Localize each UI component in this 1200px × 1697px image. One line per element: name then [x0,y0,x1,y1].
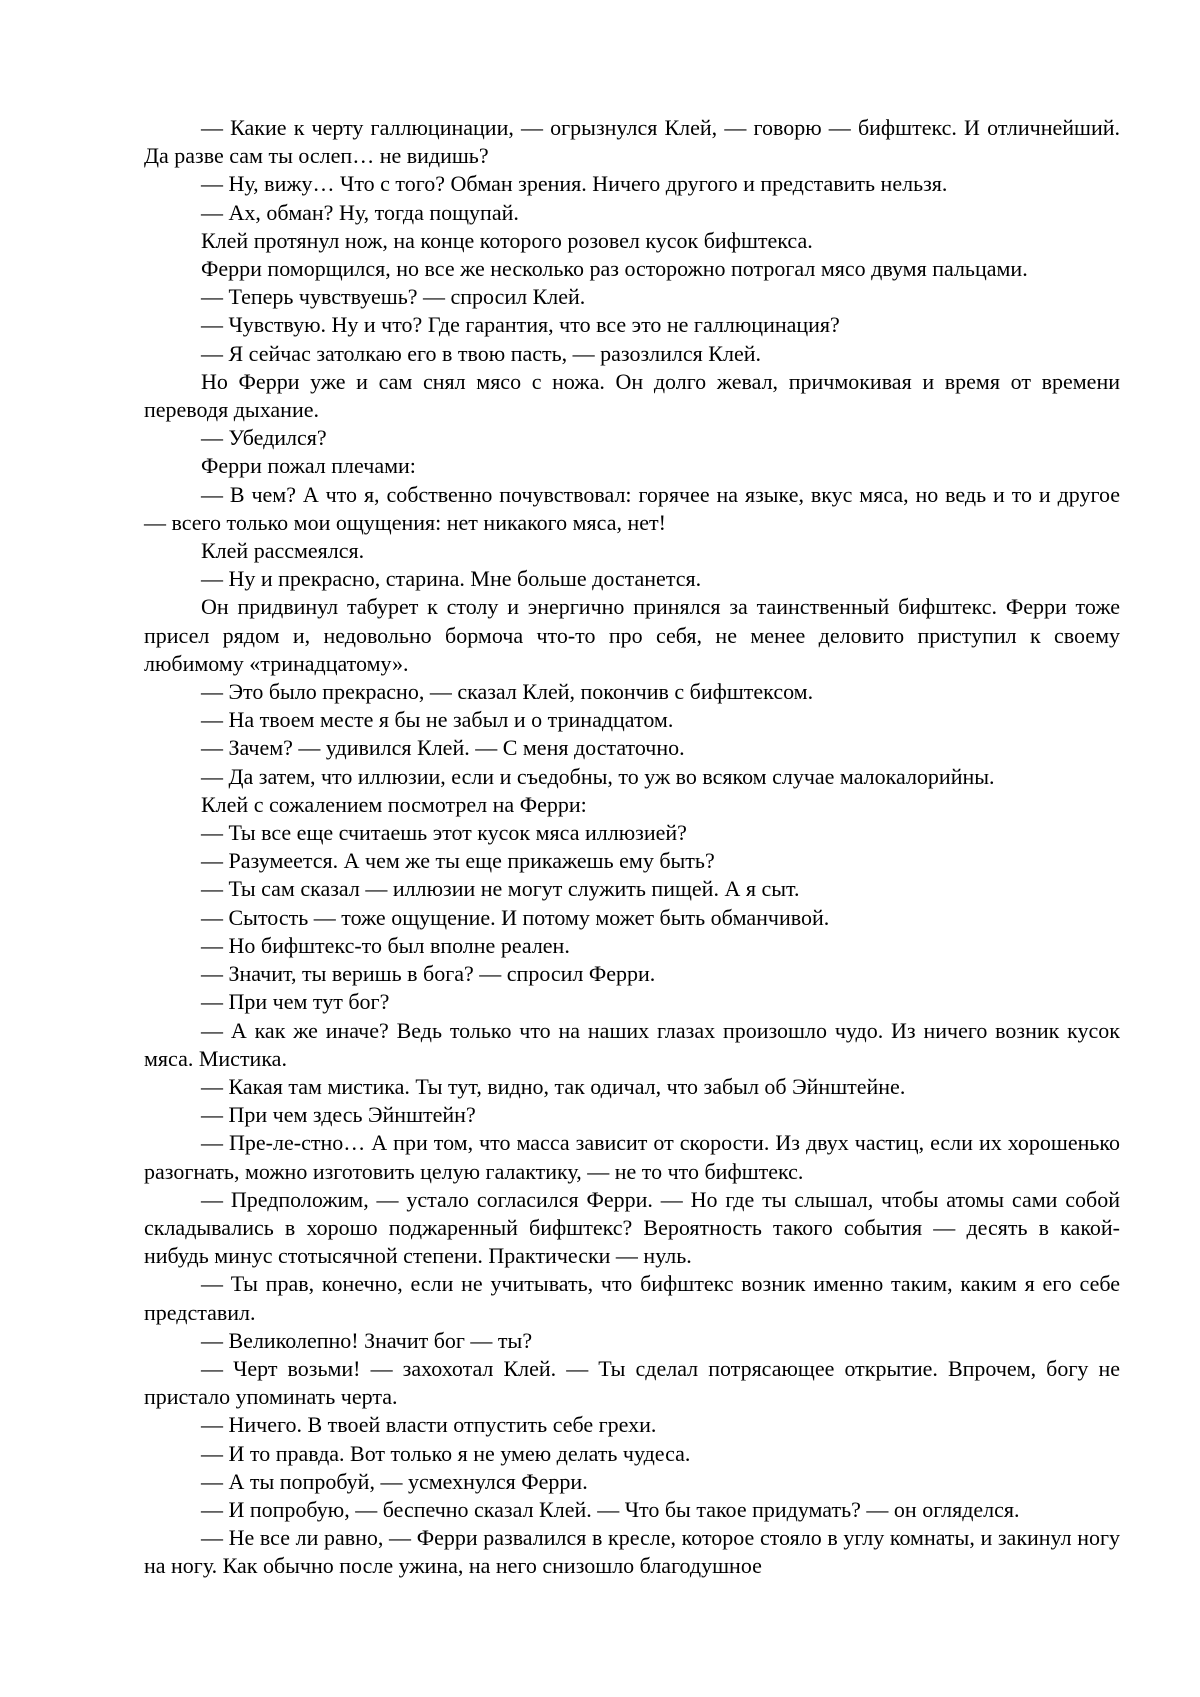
paragraph: — Это было прекрасно, — сказал Клей, покончив с бифштексом. [201,679,814,705]
paragraph: Клей рассмеялся. [201,538,365,564]
paragraph: — И попробую, — беспечно сказал Клей. — Что бы такое придумать? — он огляделся. [201,1496,1020,1522]
paragraph: — Ну и прекрасно, старина. Мне больше достанется. [201,566,702,592]
paragraph: — Зачем? — удивился Клей. — С меня достаточно. [201,735,685,761]
paragraph: Ферри поморщился, но все же несколько раз осторожно потрогал мясо двумя пальцами. [201,256,1028,282]
paragraph: — Черт возьми! — захохотал Клей. — Ты сделал потрясающее открытие. Впрочем, богу не пристало упоминать черта. [144,1355,1120,1410]
paragraph: — А как же иначе? Ведь только что на наших глазах произошло чудо. Из ничего возник кусок мяса. Мистика. [144,1017,1120,1071]
paragraph: — А ты попробуй, — усмехнулся Ферри. [201,1468,588,1494]
paragraph: Клей с сожалением посмотрел на Ферри: [201,791,587,817]
paragraph: — Какая там мистика. Ты тут, видно, так одичал, что забыл об Эйнштейне. [201,1073,906,1099]
paragraph: — Ну, вижу… Что с того? Обман зрения. Ничего другого и представить нельзя. [201,171,948,197]
paragraph: — Ты прав, конечно, если не учитывать, что бифштекс возник именно таким, каким я его себе представил. [144,1271,1120,1325]
paragraph: — В чем? А что я, собственно почувствовал: горячее на языке, вкус мяса, но ведь и то и другое — всего только мои ощущения: нет никакого мяса, нет! [144,481,1120,535]
paragraph: Клей протянул нож, на конце которого розовел кусок бифштекса. [201,227,813,253]
paragraph: — Не все ли равно, — Ферри развалился в кресле, которое стояло в углу комнаты, и закинул ногу на ногу. Как обычно после ужина, на него снизошло благодушное [144,1525,1120,1579]
paragraph: — При чем тут бог? [201,989,390,1015]
paragraph: — Ах, обман? Ну, тогда пощупай. [201,199,519,225]
paragraph: — Но бифштекс-то был вполне реален. [201,932,570,958]
paragraph: — Чувствую. Ну и что? Где гарантия, что все это не галлюцинация? [201,312,840,338]
paragraph: — Ты все еще считаешь этот кусок мяса иллюзией? [201,820,687,846]
paragraph: — Сытость — тоже ощущение. И потому может быть обманчивой. [201,904,830,930]
paragraph: — Значит, ты веришь в бога? — спросил Ферри. [201,961,656,987]
paragraph: — Великолепно! Значит бог — ты? [201,1327,533,1353]
paragraph: — Разумеется. А чем же ты еще прикажешь ему быть? [201,848,715,874]
paragraph: — Убедился? [201,425,327,451]
paragraph: — На твоем месте я бы не забыл и о тринадцатом. [201,707,674,733]
paragraph: — И то правда. Вот только я не умею делать чудеса. [201,1440,691,1466]
paragraph: — Какие к черту галлюцинации, — огрызнулся Клей, — говорю — бифштекс. И отличнейший. Да разве сам ты ослеп… не видишь? [144,115,1120,169]
paragraph: — Да затем, что иллюзии, если и съедобны, то уж во всяком случае малокалорийны. [201,763,995,789]
paragraph: — Пре-ле-стно… А при том, что масса зависит от скорости. Из двух частиц, если их хорошенько разогнать, можно изготовить целую галактику, — не то что бифштекс. [144,1130,1120,1184]
paragraph: — При чем здесь Эйнштейн? [201,1102,476,1128]
paragraph: — Предположим, — устало согласился Ферри. — Но где ты слышал, чтобы атомы сами собой складывались в хорошо поджаренный бифштекс? Вероятность такого события — десять в какой-нибудь минус стотысячной степени. Практически — нуль. [144,1186,1120,1269]
paragraph: — Теперь чувствуешь? — спросил Клей. [201,284,586,310]
paragraph: — Я сейчас затолкаю его в твою пасть, — разозлился Клей. [201,340,761,366]
paragraph: Но Ферри уже и сам снял мясо с ножа. Он долго жевал, причмокивая и время от времени переводя дыхание. [144,368,1120,423]
paragraph: — Ничего. В твоей власти отпустить себе грехи. [201,1412,657,1438]
paragraph: Ферри пожал плечами: [201,453,416,479]
paragraph: Он придвинул табурет к столу и энергично принялся за таинственный бифштекс. Ферри тоже присел рядом и, недовольно бормоча что-то про себя, не менее деловито приступил к своему любимому «тринадцатому». [144,594,1120,676]
paragraph: — Ты сам сказал — иллюзии не могут служить пищей. А я сыт. [201,876,800,902]
document-page [144,114,1120,1581]
